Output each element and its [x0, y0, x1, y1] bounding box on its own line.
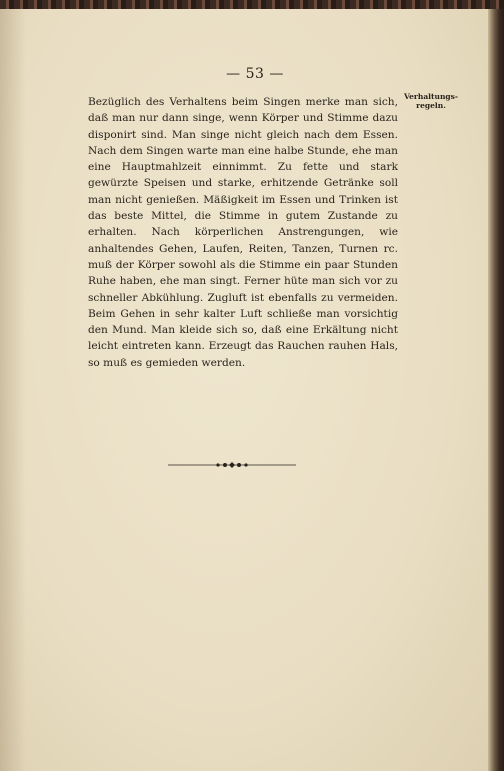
paragraph: Bezüglich des Verhaltens beim Singen merke man sich, daß man nur dann singe, wenn Körper und Stimme dazu disponirt sind. Man singe nicht gleich nach dem Essen. Nach dem Singen warte man eine halbe Stunde, ehe man eine Hauptmahlzeit einnimmt. Zu fette und stark gewürzte Speisen und starke, erhitzende Getränke soll man nicht genießen. Mäßigkeit im Essen und Trinken ist das beste Mittel, die Stimme in gutem Zustande zu erhalten. Nach körperlichen Anstrengungen, wie anhaltendes Gehen, Laufen, Reiten, Tanzen, Turnen rc. muß der Körper sowohl als die Stimme ein paar Stunden Ruhe haben, ehe man singt. Ferner hüte man sich vor zu schneller Abkühlung. Zugluft ist ebenfalls zu vermeiden. Beim Gehen in sehr kalter Luft schließe man vorsichtig den Mund. Man kleide sich so, daß eine Erkältung nicht leicht eintreten kann. Erzeugt das Rauchen rauhen Hals, so muß es gemieden werden.: [88, 96, 398, 369]
book-binding: [488, 9, 504, 771]
ornament-divider-icon: [168, 460, 296, 470]
body-text: [88, 94, 398, 371]
page-number: — 53 —: [226, 66, 284, 82]
gutter-shadow: [0, 9, 26, 771]
marginal-note: Verhaltungs- regeln.: [404, 92, 458, 110]
top-page-edge: [0, 0, 504, 9]
